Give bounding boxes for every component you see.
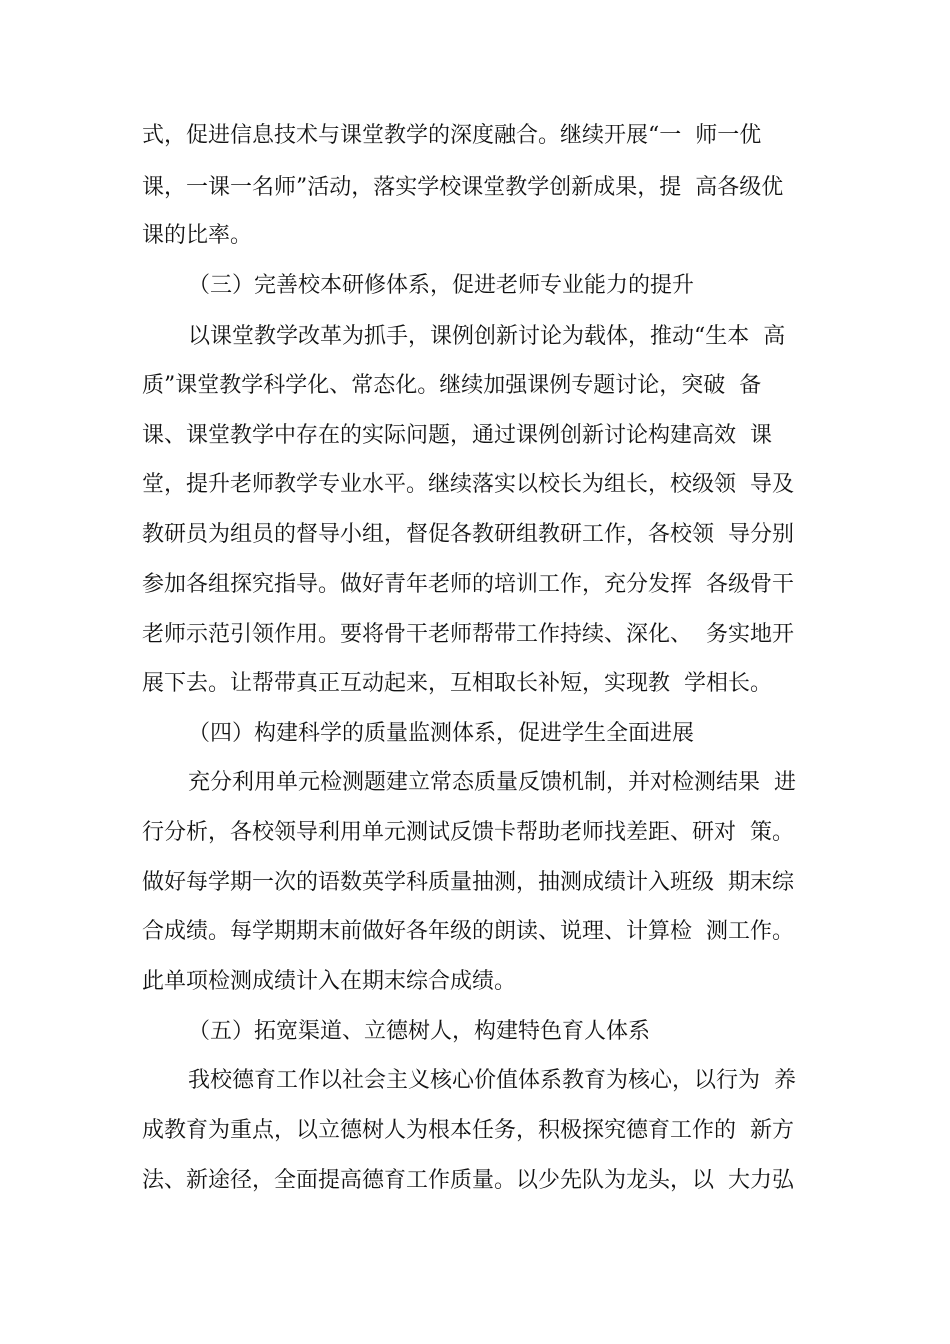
text-line: 课的比率。 bbox=[142, 223, 253, 248]
text-line: 式，促进信息技术与课堂教学的深度融合。继续开展“一 师一优 bbox=[142, 123, 762, 148]
text-line: 法、新途径，全面提高德育工作质量。以少先队为龙头，以 大力弘 bbox=[142, 1168, 794, 1193]
text-line: 成教育为重点，以立德树人为根本任务，积极探究德育工作的 新方 bbox=[142, 1118, 794, 1143]
text-line: 行分析，各校领导利用单元测试反馈卡帮助老师找差距、研对 策。 bbox=[142, 820, 794, 845]
text-line: 此单项检测成绩计入在期末综合成绩。 bbox=[142, 969, 517, 994]
text-line: 老师示范引领作用。要将骨干老师帮带工作持续、深化、 务实地开 bbox=[142, 622, 794, 647]
text-line: 教研员为组员的督导小组，督促各教研组教研工作，各校领 导分别 bbox=[142, 522, 794, 547]
text-line: 课、课堂教学中存在的实际问题，通过课例创新讨论构建高效 课 bbox=[142, 423, 772, 448]
text-line: 课，一课一名师”活动，落实学校课堂教学创新成果，提 高各级优 bbox=[142, 175, 784, 200]
text-line: 堂，提升老师教学专业水平。继续落实以校长为组长，校级领 导及 bbox=[142, 472, 794, 497]
text-line: 质”课堂教学科学化、常态化。继续加强课例专题讨论，突破 备 bbox=[142, 373, 762, 398]
text-line: 参加各组探究指导。做好青年老师的培训工作，充分发挥 各级骨干 bbox=[142, 572, 794, 597]
text-line: 充分利用单元检测题建立常态质量反馈机制，并对检测结果 进 bbox=[188, 770, 796, 795]
text-line: 我校德育工作以社会主义核心价值体系教育为核心，以行为 养 bbox=[188, 1068, 796, 1093]
text-line: 合成绩。每学期期末前做好各年级的朗读、说理、计算检 测工作。 bbox=[142, 919, 794, 944]
section-heading: （四）构建科学的质量监测体系，促进学生全面进展 bbox=[188, 721, 695, 746]
text-line: 展下去。让帮带真正互动起来，互相取长补短，实现教 学相长。 bbox=[142, 671, 772, 696]
text-line: 以课堂教学改革为抓手，课例创新讨论为载体，推动“生本 高 bbox=[188, 324, 786, 349]
section-heading: （三）完善校本研修体系，促进老师专业能力的提升 bbox=[188, 273, 695, 298]
text-line: 做好每学期一次的语数英学科质量抽测，抽测成绩计入班级 期末综 bbox=[142, 870, 794, 895]
section-heading: （五）拓宽渠道、立德树人，构建特色育人体系 bbox=[188, 1019, 651, 1044]
